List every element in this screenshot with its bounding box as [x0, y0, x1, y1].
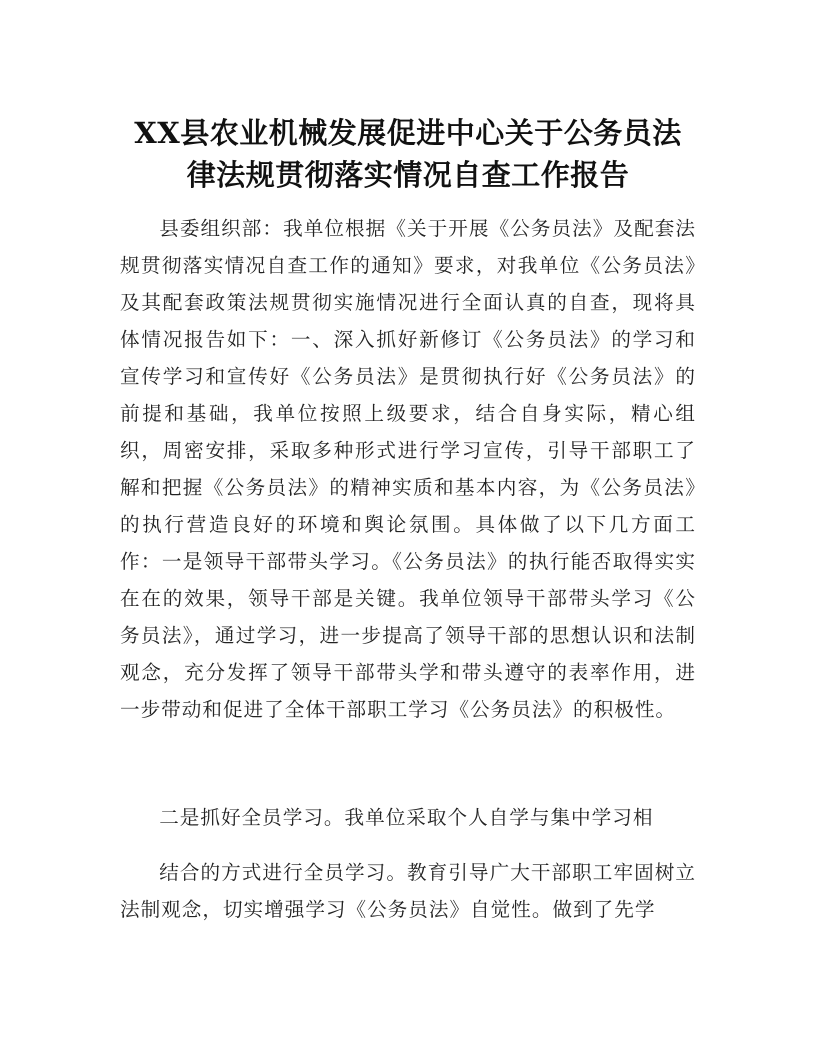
title-line-2: 律法规贯彻落实情况自查工作报告	[186, 158, 630, 192]
body-paragraph-2: 二是抓好全员学习。我单位采取个人自学与集中学习相	[159, 806, 654, 829]
body-paragraph-1: 县委组织部：我单位根据《关于开展《公务员法》及配套法规贯彻落实情况自查工作的通知》要求，对我单位《公务员法》及其配套政策法规贯彻实施情况进行全面认真的自查，现将具体情况报告如下：一、深入抓好新修订《公务员法》的学习和宣传学习和宣传好《公务员法》是贯彻执行好《公务员法》的前提和基础，我单位按照上级要求，结合自身实际，精心组织，周密安排，采取多种形式进行学习宣传，引导干部职工了解和把握《公务员法》的精神实质和基本内容，为《公务员法》的执行营造良好的环境和舆论氛围。具体做了以下几方面工作：一是领导干部带头学习。《公务员法》的执行能否取得实实在在的效果，领导干部是关键。我单位领导干部带头学习《公务员法》，通过学习，进一步提高了领导干部的思想认识和法制观念，充分发挥了领导干部带头学和带头遵守的表率作用，进一步带动和促进了全体干部职工学习《公务员法》的积极性。	[120, 217, 696, 721]
document-title	[100, 112, 716, 196]
body-paragraph-3: 结合的方式进行全员学习。教育引导广大干部职工牢固树立法制观念，切实增强学习《公务员法》自觉性。做到了先学	[120, 861, 696, 921]
title-line-1: XX县农业机械发展促进中心关于公务员法	[134, 116, 682, 150]
